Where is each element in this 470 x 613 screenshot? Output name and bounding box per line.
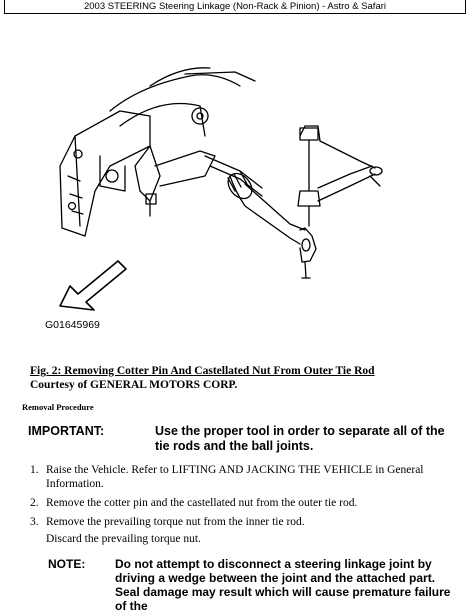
figure-caption (30, 364, 460, 392)
idler-arm (298, 126, 382, 226)
important-text: Use the proper tool in order to separate all of the tie rods and the ball joints. (155, 424, 445, 453)
discard-instruction: Discard the prevailing torque nut. (46, 533, 201, 545)
procedure-step (30, 515, 450, 529)
note-text: Do not attempt to disconnect a steering linkage joint by driving a wedge between the joint and the attached part. Seal damage may result which will cause premature failure of the (115, 557, 451, 613)
step-text: Raise the Vehicle. Refer to LIFTING AND JACKING THE VEHICLE in General Information. (46, 464, 424, 490)
upper-control-arm (110, 68, 255, 136)
important-label: IMPORTANT: (28, 424, 105, 438)
step-number: 2. (30, 497, 39, 509)
steering-knuckle (135, 146, 215, 216)
note-label: NOTE: (48, 557, 86, 571)
step-number: 1. (30, 464, 39, 476)
figure-id: G01645969 (45, 319, 100, 331)
direction-arrow (60, 261, 126, 310)
caption-title: Fig. 2: Removing Cotter Pin And Castellated Nut From Outer Tie Rod (30, 365, 375, 377)
page-header: 2003 STEERING Steering Linkage (Non-Rack & Pinion) - Astro & Safari (4, 0, 466, 14)
procedure-steps (30, 463, 450, 534)
tie-rod-assembly (205, 156, 316, 278)
step-number: 3. (30, 516, 39, 528)
steering-linkage-illustration (0, 16, 470, 356)
caption-courtesy: Courtesy of GENERAL MOTORS CORP. (30, 379, 238, 391)
step-text: Remove the prevailing torque nut from the inner tie rod. (46, 516, 305, 528)
step-text: Remove the cotter pin and the castellated nut from the outer tie rod. (46, 497, 358, 509)
section-heading: Removal Procedure (22, 402, 94, 412)
procedure-step (30, 496, 450, 510)
procedure-step (30, 463, 450, 491)
